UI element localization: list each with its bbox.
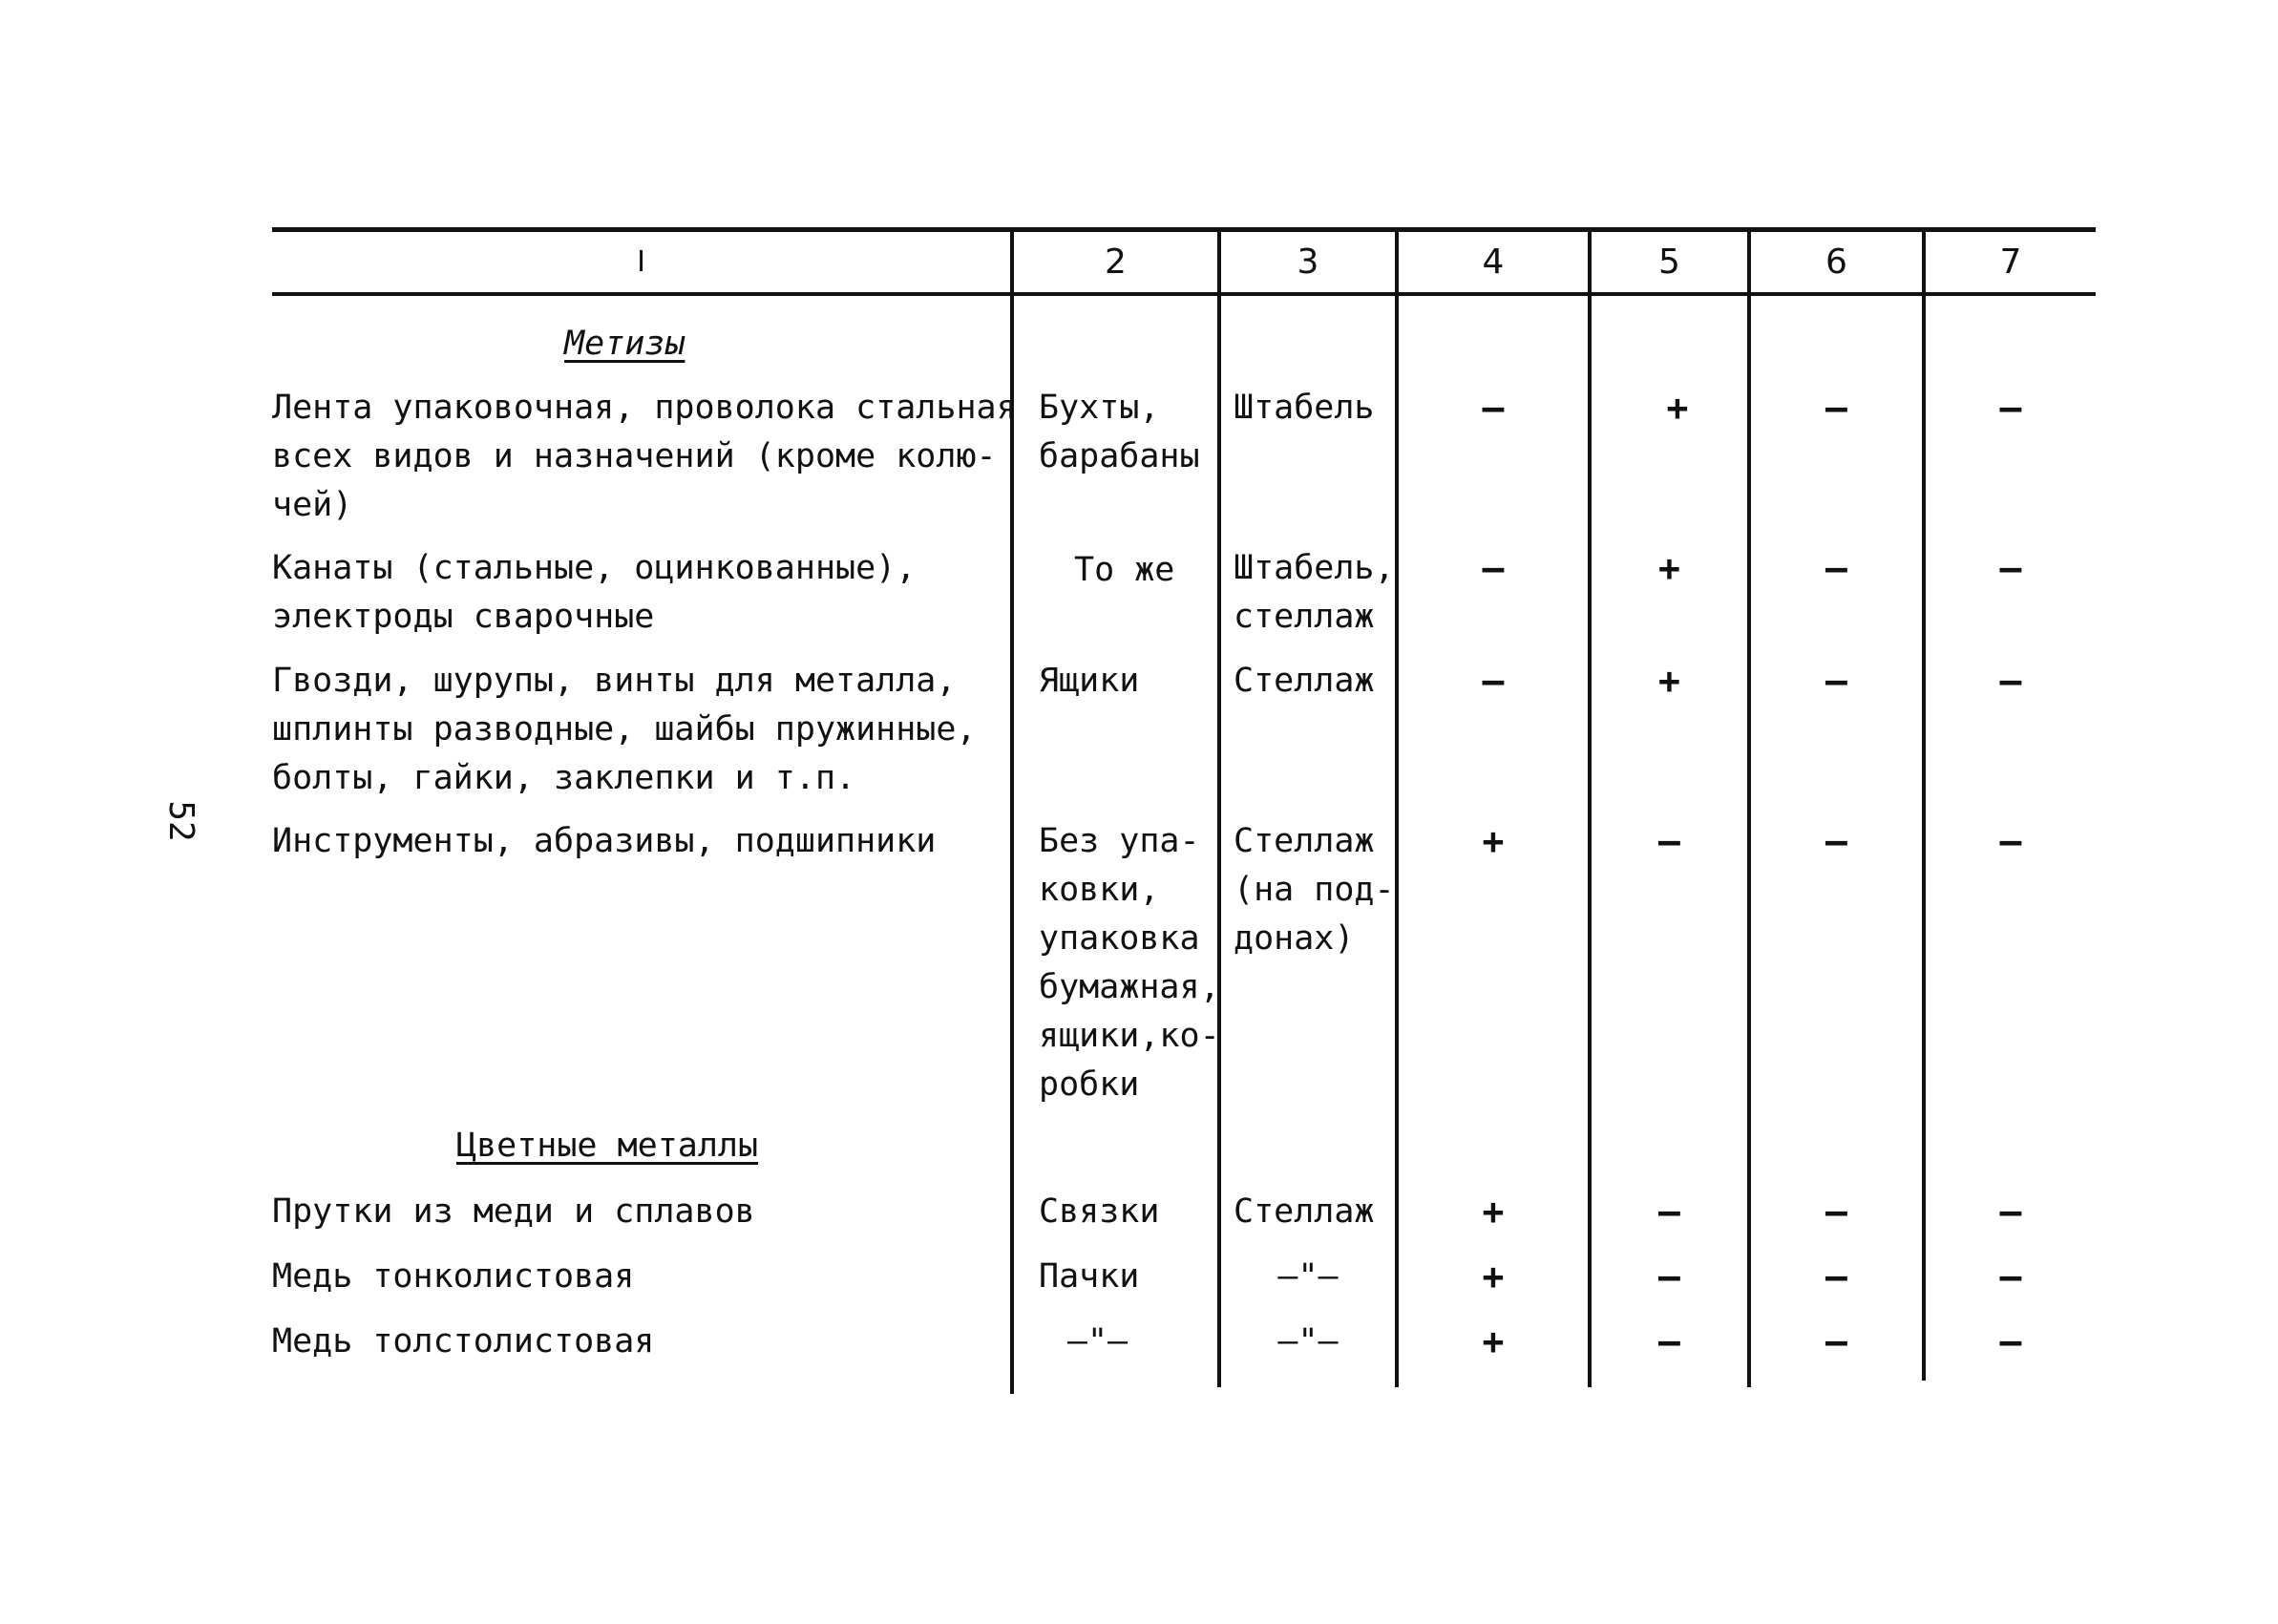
item-name: Гвозди, шурупы, винты для металла, шплинты разводные, шайбы пружинные, болты, гайки, заклепки и т.п. bbox=[272, 662, 977, 797]
mark-col-5: + bbox=[1658, 660, 1680, 702]
mark-col-4: – bbox=[1482, 387, 1505, 429]
packaging: Без упа- ковки, упаковка бумажная, ящики,ко- робки bbox=[1039, 822, 1220, 1104]
column-header-4: 4 bbox=[1482, 242, 1505, 282]
mark-col-4: + bbox=[1482, 820, 1505, 862]
item-name: Канаты (стальные, оцинкованные), электроды сварочные bbox=[272, 549, 917, 636]
packaging: Связки bbox=[1039, 1192, 1160, 1231]
mark-col-4: + bbox=[1482, 1320, 1505, 1362]
packaging: Бухты, барабаны bbox=[1039, 389, 1200, 475]
mark-col-5: – bbox=[1658, 1255, 1680, 1297]
mark-col-6: – bbox=[1825, 1255, 1847, 1297]
mark-col-4: + bbox=[1482, 1191, 1505, 1233]
mark-col-4: – bbox=[1482, 547, 1505, 589]
column-header-2: 2 bbox=[1105, 242, 1127, 282]
packaging: –"– bbox=[1066, 1322, 1128, 1360]
mark-col-6: – bbox=[1825, 660, 1847, 702]
storage-method: Стеллаж bbox=[1234, 1192, 1375, 1231]
column-divider bbox=[1217, 227, 1221, 1387]
storage-method: Стеллаж bbox=[1234, 662, 1375, 700]
mark-col-5: – bbox=[1658, 820, 1680, 862]
mark-col-5: – bbox=[1658, 1320, 1680, 1362]
storage-method: Штабель, стеллаж bbox=[1234, 549, 1395, 636]
mark-col-5: + bbox=[1666, 387, 1689, 429]
mark-col-7: – bbox=[1999, 1320, 2022, 1362]
mark-col-7: – bbox=[1999, 660, 2022, 702]
column-header-7: 7 bbox=[1999, 242, 2022, 282]
table-top-rule bbox=[272, 227, 2096, 232]
mark-col-5: + bbox=[1658, 547, 1680, 589]
mark-col-7: – bbox=[1999, 387, 2022, 429]
packaging: Ящики bbox=[1039, 662, 1140, 700]
storage-method: –"– bbox=[1277, 1257, 1339, 1296]
header-bottom-rule bbox=[272, 292, 2096, 296]
storage-method: Стеллаж (на под- донах) bbox=[1234, 822, 1395, 958]
mark-col-6: – bbox=[1825, 387, 1847, 429]
item-name: Медь тонколистовая bbox=[272, 1257, 635, 1296]
storage-method: Штабель bbox=[1234, 389, 1375, 427]
mark-col-6: – bbox=[1825, 1320, 1847, 1362]
column-header-1: I bbox=[637, 244, 645, 279]
mark-col-7: – bbox=[1999, 1255, 2022, 1297]
item-name: Инструменты, абразивы, подшипники bbox=[272, 822, 937, 860]
packaging: Пачки bbox=[1039, 1257, 1140, 1296]
column-header-6: 6 bbox=[1825, 242, 1847, 282]
mark-col-6: – bbox=[1825, 547, 1847, 589]
mark-col-4: – bbox=[1482, 660, 1505, 702]
item-name: Лента упаковочная, проволока стальная всех видов и назначений (кроме колю- чей) bbox=[272, 389, 1017, 524]
mark-col-7: – bbox=[1999, 547, 2022, 589]
mark-col-4: + bbox=[1482, 1255, 1505, 1297]
mark-col-5: – bbox=[1658, 1191, 1680, 1233]
mark-col-6: – bbox=[1825, 820, 1847, 862]
packaging: То же bbox=[1074, 551, 1175, 589]
mark-col-7: – bbox=[1999, 820, 2022, 862]
column-header-5: 5 bbox=[1658, 242, 1680, 282]
mark-col-7: – bbox=[1999, 1191, 2022, 1233]
item-name: Медь толстолистовая bbox=[272, 1322, 655, 1360]
item-name: Прутки из меди и сплавов bbox=[272, 1192, 755, 1231]
mark-col-6: – bbox=[1825, 1191, 1847, 1233]
column-header-3: 3 bbox=[1297, 242, 1319, 282]
section-title-hardware: Метизы bbox=[564, 325, 686, 363]
storage-method: –"– bbox=[1277, 1322, 1339, 1360]
page-number: 52 bbox=[161, 800, 201, 842]
section-title-nonferrous-metals: Цветные металлы bbox=[456, 1127, 759, 1165]
